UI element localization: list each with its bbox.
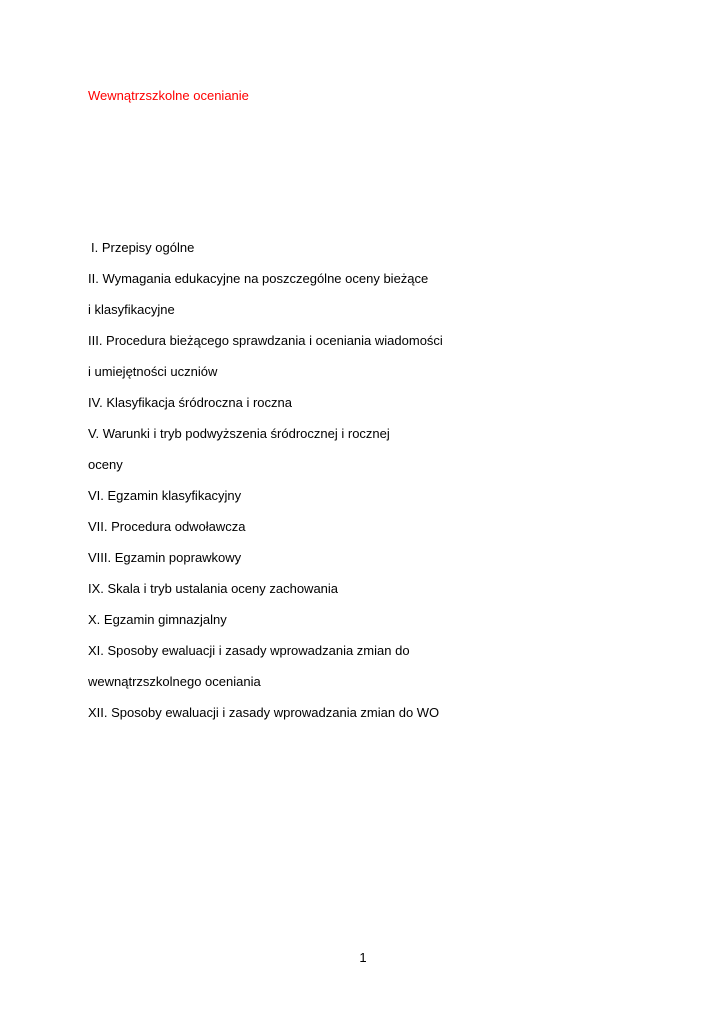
toc-line: VI. Egzamin klasyfikacyjny: [88, 488, 242, 503]
toc-line: i klasyfikacyjne: [88, 302, 175, 317]
toc-line: V. Warunki i tryb podwyższenia śródrocznej i rocznej: [88, 426, 390, 441]
table-of-contents: [88, 239, 443, 735]
toc-line: X. Egzamin gimnazjalny: [88, 612, 227, 627]
toc-line: VIII. Egzamin poprawkowy: [88, 550, 242, 565]
toc-line: XI. Sposoby ewaluacji i zasady wprowadzania zmian do: [88, 643, 410, 658]
toc-line: III. Procedura bieżącego sprawdzania i oceniania wiadomości: [88, 333, 443, 348]
toc-line: I. Przepisy ogólne: [91, 240, 195, 255]
toc-line: IX. Skala i tryb ustalania oceny zachowania: [88, 581, 339, 596]
toc-line: XII. Sposoby ewaluacji i zasady wprowadzania zmian do WO: [88, 705, 440, 720]
document-title: Wewnątrzszkolne ocenianie: [88, 88, 249, 103]
toc-line: IV. Klasyfikacja śródroczna i roczna: [88, 395, 293, 410]
toc-line: wewnątrzszkolnego oceniania: [88, 674, 261, 689]
toc-line: II. Wymagania edukacyjne na poszczególne oceny bieżące: [88, 271, 429, 286]
page-number: 1: [359, 950, 367, 965]
toc-line: VII. Procedura odwoławcza: [88, 519, 246, 534]
toc-line: i umiejętności uczniów: [88, 364, 218, 379]
toc-line: oceny: [88, 457, 123, 472]
